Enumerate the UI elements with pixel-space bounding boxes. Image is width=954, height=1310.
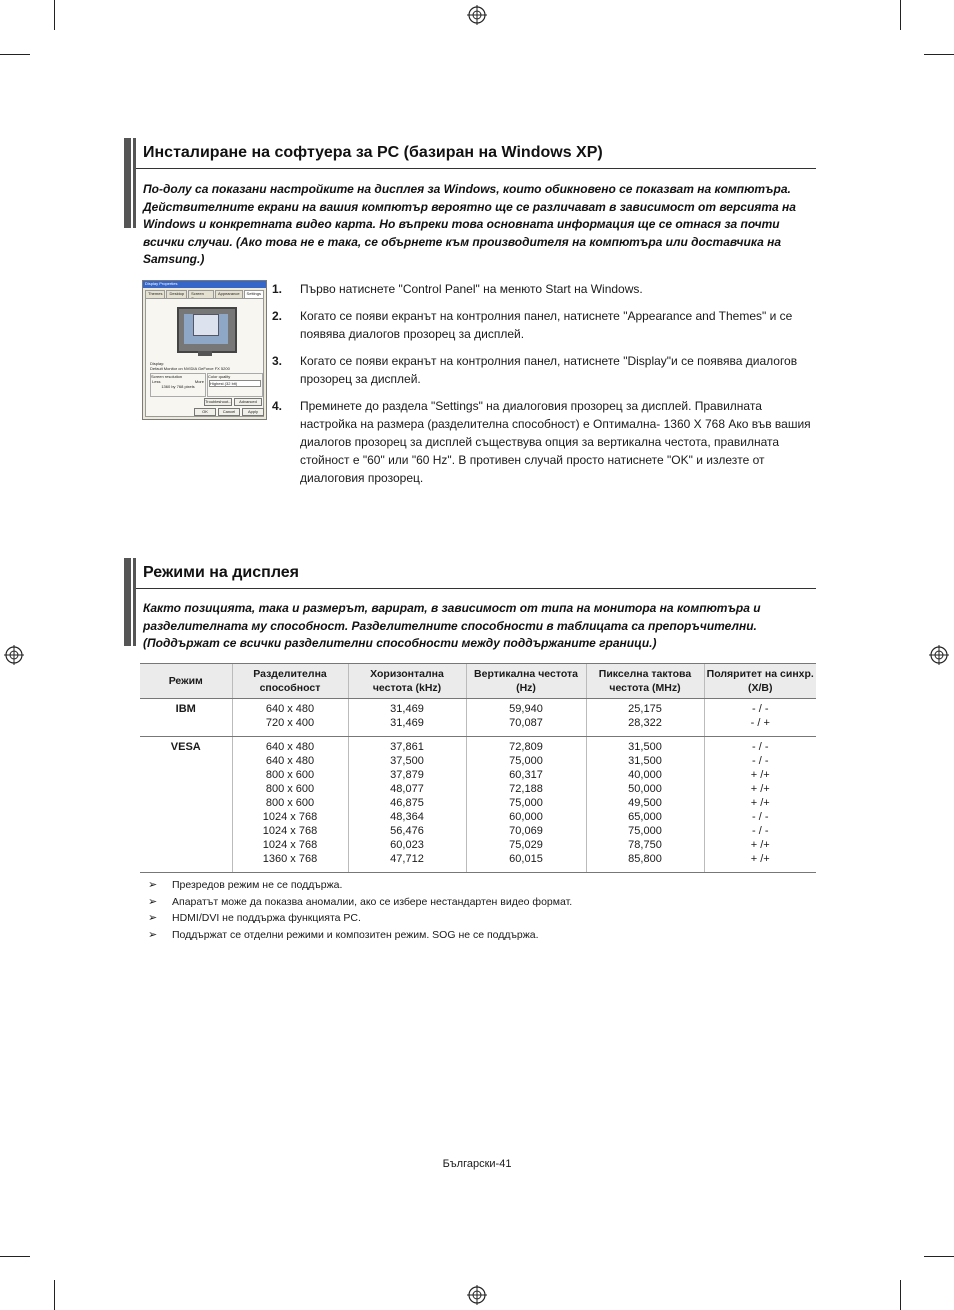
polarity-value: + /+	[750, 797, 770, 809]
table-row	[140, 699, 816, 737]
vfreq-value: 75,000	[509, 797, 543, 809]
note-item	[148, 894, 572, 911]
monitor-window-preview	[193, 314, 219, 336]
section-marker-bar	[133, 558, 136, 646]
pixclock-value: 31,500	[628, 755, 662, 767]
display-value: Default Monitor on NVIDIA GeForce FX 5200	[150, 366, 230, 371]
hfreq-value: 47,712	[390, 853, 424, 865]
pixclock-value: 78,750	[628, 839, 662, 851]
pixclock-value: 85,800	[628, 853, 662, 865]
section-intro-display-modes: Както позицията, така и размерът, варират, в зависимост от типа на монитора на компютъра и разделителната му способност. Разделителните способности в таблицата са препоръчителни. (Поддържат се всички разделителни способности между поддържаните граници.)	[143, 601, 761, 650]
step-text: Първо натиснете "Control Panel" на менюто Start на Windows.	[300, 282, 643, 296]
vfreq-cell	[466, 699, 586, 737]
note-text: Поддържат се отделни режими и композитен режим. SOG не се поддържа.	[172, 928, 539, 941]
resolution-value: 720 x 400	[265, 717, 315, 729]
display-modes-table	[140, 663, 816, 873]
crop-mark-top-left-v	[54, 0, 55, 30]
less-label: Less	[152, 379, 161, 384]
hfreq-value: 56,476	[390, 825, 424, 837]
cancel-button: Cancel	[218, 408, 240, 416]
pixclock-value: 65,000	[628, 811, 662, 823]
resolution-group	[150, 373, 206, 397]
section-marker-bar	[133, 138, 136, 228]
step-item	[272, 352, 820, 388]
tab-desktop: Desktop	[166, 290, 187, 302]
section-title-display-modes: Режими на дисплея	[143, 564, 300, 581]
crop-mark-top-right-h	[924, 54, 954, 55]
step-number: 1.	[272, 282, 283, 296]
ok-button: OK	[194, 408, 216, 416]
arrow-bullet-icon: ➢	[148, 895, 158, 908]
polarity-cell	[704, 737, 816, 873]
section-intro-install: По-долу са показани настройките на дисплея за Windows, които обикновено се показват на компютъра. Действителните екрани на вашия компютър вероятно ще се различават в зависимост от версията на Windows и конкретната видео карта. Но въпреки това основната информация ще се отнася за почти всички случаи. (Ако това не е така, се обърнете към производителя на компютъра или доставчика на Samsung.)	[143, 182, 796, 266]
column-header: Вертикална честота (Hz)	[466, 664, 586, 699]
step-text: Когато се появи екранът на контролния панел, натиснете "Display"и се появява диалогов прозорец за дисплей.	[300, 354, 798, 386]
resolution-value: 1024 x 768	[262, 811, 318, 823]
crop-mark-top-right-v	[900, 0, 901, 30]
mode-cell: VESA	[140, 737, 232, 873]
resolution-value: 800 x 600	[265, 797, 315, 809]
polarity-value: - / -	[752, 825, 769, 837]
step-item	[272, 397, 820, 487]
vfreq-value: 60,000	[509, 811, 543, 823]
polarity-value: - / -	[752, 755, 769, 767]
polarity-value: - / +	[750, 717, 770, 729]
monitor-stand	[198, 351, 212, 356]
tab-settings: Settings	[244, 290, 264, 302]
dialog-body	[145, 298, 264, 417]
note-item	[148, 877, 572, 894]
column-header: Поляритет на синхр. (Х/В)	[704, 664, 816, 699]
resolution-value: 640 x 480	[265, 741, 315, 753]
vfreq-value: 75,000	[509, 755, 543, 767]
crop-mark-bottom-right-h	[924, 1256, 954, 1257]
pixclock-value: 25,175	[628, 703, 662, 715]
pixclock-value: 28,322	[628, 717, 662, 729]
hfreq-value: 60,023	[390, 839, 424, 851]
display-label: Display:	[150, 361, 165, 366]
resolution-value: 640 x 480	[265, 755, 315, 767]
vfreq-value: 59,940	[509, 703, 543, 715]
crop-mark-top-left-h	[0, 54, 30, 55]
resolution-value: 640 x 480	[265, 703, 315, 715]
hfreq-value: 46,875	[390, 797, 424, 809]
vfreq-value: 72,188	[509, 783, 543, 795]
color-quality-group	[207, 373, 263, 397]
section-marker-bar	[124, 558, 131, 646]
crop-mark-bottom-left-v	[54, 1280, 55, 1310]
step-item	[272, 307, 820, 343]
polarity-value: - / -	[752, 741, 769, 753]
table-row	[140, 737, 816, 873]
pixclock-value: 31,500	[628, 741, 662, 753]
tab-appearance: Appearance	[215, 290, 243, 302]
troubleshoot-button: Troubleshoot...	[205, 399, 232, 404]
resolution-value: 1024 x 768	[262, 839, 318, 851]
section-rule	[136, 168, 816, 169]
hfreq-value: 37,500	[390, 755, 424, 767]
step-number: 3.	[272, 354, 283, 368]
more-label: More	[194, 379, 204, 384]
step-number: 4.	[272, 399, 283, 413]
color-quality-label: Color quality	[208, 374, 231, 379]
resolution-value: 1360 x 768	[262, 853, 318, 865]
polarity-cell	[704, 699, 816, 737]
mode-cell: IBM	[140, 699, 232, 737]
pixclock-cell	[586, 699, 704, 737]
polarity-value: + /+	[750, 839, 770, 851]
vfreq-value: 70,069	[509, 825, 543, 837]
note-text: Презредов режим не се поддържа.	[172, 879, 343, 891]
display-properties-screenshot	[142, 280, 267, 420]
note-text: HDMI/DVI не поддържа функцията PC.	[172, 912, 361, 924]
crop-mark-bottom-left-h	[0, 1256, 30, 1257]
hfreq-value: 48,364	[390, 811, 424, 823]
arrow-bullet-icon: ➢	[148, 912, 158, 924]
registration-mark-icon	[4, 645, 24, 665]
column-header: Разделителна способност	[232, 664, 348, 699]
crop-mark-bottom-right-v	[900, 1280, 901, 1310]
column-header: Режим	[140, 664, 232, 699]
resolution-cell	[232, 699, 348, 737]
registration-mark-icon	[467, 1285, 487, 1305]
vfreq-value: 72,809	[509, 741, 543, 753]
resolution-label: Screen resolution	[151, 374, 183, 379]
apply-button: Apply	[242, 408, 264, 416]
step-text: Преминете до раздела "Settings" на диалоговия прозорец за дисплей. Правилната настройка на размера (разделителна способност) е Оптимална- 1360 X 768 Ако във вашия диалогов прозорец за дисплей съществува опция за вертикална честота, правилната стойност е "60" или "60 Hz". В противен случай просто натиснете "OK" и излезте от диалоговия прозорец.	[300, 399, 811, 485]
registration-mark-icon	[929, 645, 949, 665]
table-header-row	[140, 664, 816, 699]
step-item	[272, 280, 820, 298]
vfreq-value: 70,087	[509, 717, 543, 729]
pixclock-cell	[586, 737, 704, 873]
pixclock-value: 75,000	[628, 825, 662, 837]
section-rule	[136, 588, 816, 589]
resolution-value: 800 x 600	[265, 769, 315, 781]
arrow-bullet-icon: ➢	[148, 928, 158, 941]
resolution-value: 1024 x 768	[262, 825, 318, 837]
install-steps	[272, 280, 820, 496]
color-quality-select: Highest (32 bit)	[209, 380, 261, 387]
hfreq-value: 31,469	[390, 717, 424, 729]
polarity-value: - / -	[752, 811, 769, 823]
pixclock-value: 49,500	[628, 797, 662, 809]
tab-screen-saver: Screen	[188, 290, 214, 302]
hfreq-value: 37,879	[390, 769, 424, 781]
pixclock-value: 40,000	[628, 769, 662, 781]
monitor-preview	[177, 307, 237, 353]
note-item	[148, 910, 572, 927]
hfreq-value: 48,077	[390, 783, 424, 795]
vfreq-value: 75,029	[509, 839, 543, 851]
tab-themes: Themes	[145, 290, 165, 302]
notes-list	[148, 877, 572, 943]
column-header: Хоризонтална честота (kHz)	[348, 664, 466, 699]
arrow-bullet-icon: ➢	[148, 879, 158, 891]
column-header: Пикселна тактова честота (MHz)	[586, 664, 704, 699]
hfreq-cell	[348, 699, 466, 737]
note-text: Апаратът може да показва аномалии, ако се избере нестандартен видео формат.	[172, 895, 573, 908]
resolution-value: 1360 by 768 pixels	[161, 384, 195, 389]
step-text: Когато се появи екранът на контролния панел, натиснете "Appearance and Themes" и се появява диалогов прозорец за дисплей.	[300, 309, 793, 341]
step-number: 2.	[272, 309, 283, 323]
hfreq-value: 31,469	[390, 703, 424, 715]
note-item	[148, 927, 572, 944]
polarity-value: - / -	[752, 703, 769, 715]
registration-mark-icon	[467, 5, 487, 25]
page-footer: Български-41	[442, 1158, 512, 1170]
vfreq-value: 60,015	[509, 853, 543, 865]
resolution-value: 800 x 600	[265, 783, 315, 795]
section-marker-bar	[124, 138, 131, 228]
hfreq-value: 37,861	[390, 741, 424, 753]
polarity-value: + /+	[750, 769, 770, 781]
hfreq-cell	[348, 737, 466, 873]
polarity-value: + /+	[750, 853, 770, 865]
polarity-value: + /+	[750, 783, 770, 795]
advanced-button: Advanced	[234, 398, 262, 406]
display-info	[150, 361, 230, 371]
section-title-install: Инсталиране на софтуера за PC (базиран на Windows XP)	[143, 144, 603, 161]
resolution-cell	[232, 737, 348, 873]
vfreq-value: 60,317	[509, 769, 543, 781]
dialog-title: Display Properties	[143, 281, 266, 288]
vfreq-cell	[466, 737, 586, 873]
pixclock-value: 50,000	[628, 783, 662, 795]
